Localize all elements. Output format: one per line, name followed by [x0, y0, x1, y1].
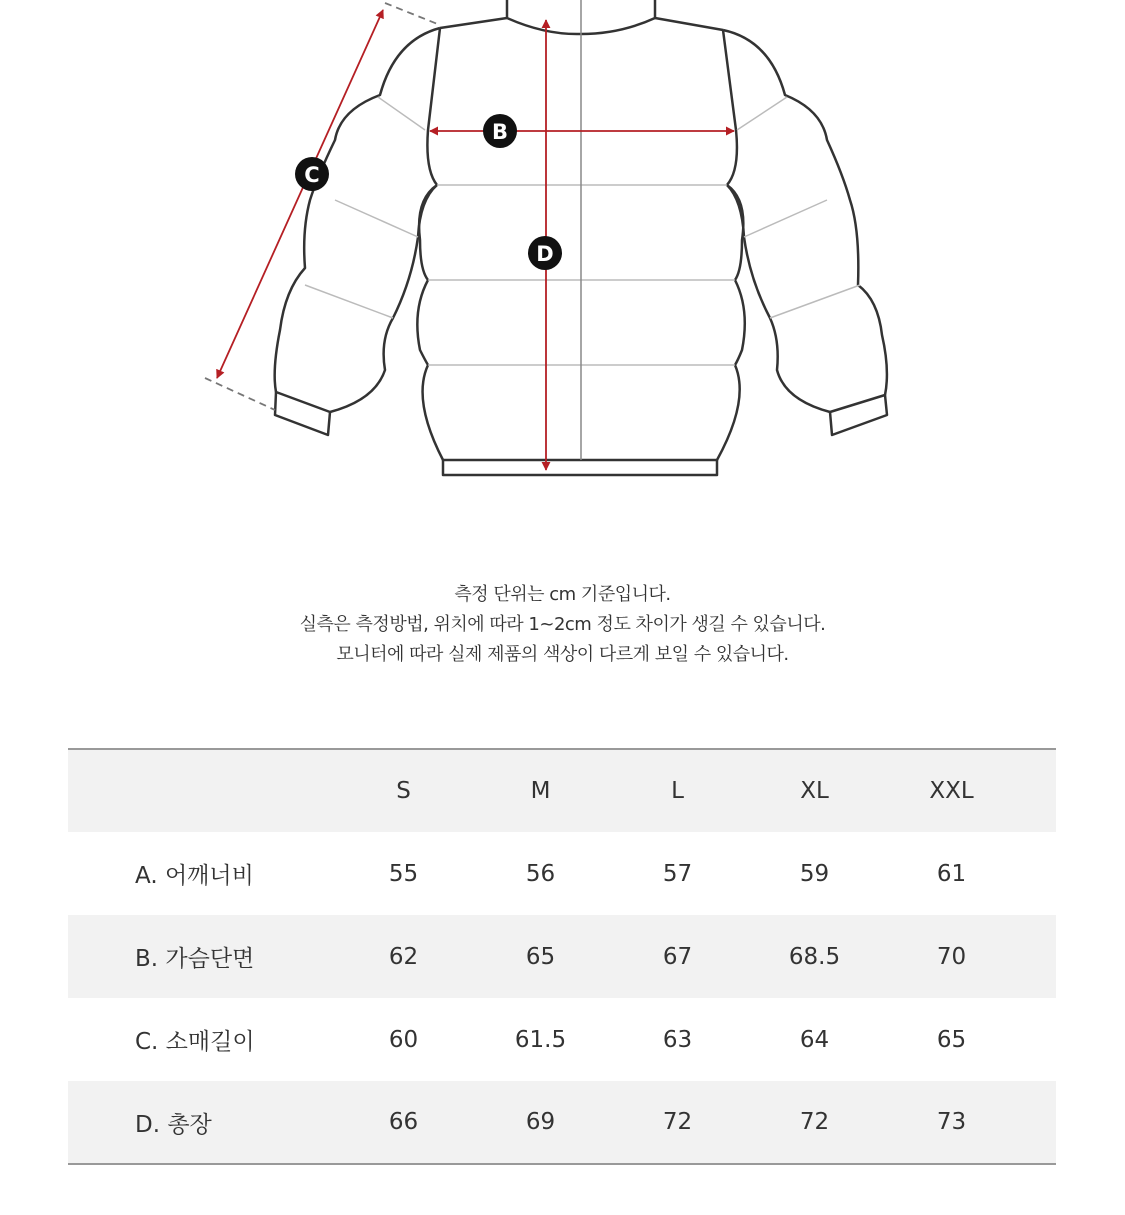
- cell: 63: [662, 1026, 693, 1053]
- note-line: 모니터에 따라 실제 제품의 색상이 다르게 보일 수 있습니다.: [336, 644, 789, 665]
- header-cell: [68, 749, 335, 832]
- row-label: A. 어깨너비: [135, 863, 254, 889]
- note-line: 실측은 측정방법, 위치에 따라 1~2cm 정도 차이가 생길 수 있습니다.: [299, 614, 826, 635]
- cell: 57: [662, 860, 693, 887]
- arrow-c-sleeve-length: [217, 10, 383, 378]
- table-header-row: [68, 749, 1056, 832]
- table-row: [68, 998, 1056, 1081]
- cell: 65: [525, 943, 556, 970]
- header-cell: XL: [800, 778, 829, 804]
- cell: 72: [799, 1109, 830, 1135]
- size-table: [68, 748, 1056, 1165]
- cell: 56: [525, 860, 556, 887]
- cell: 55: [388, 860, 419, 887]
- cell: 64: [799, 1026, 830, 1053]
- cell: 60: [388, 1026, 419, 1053]
- header-cell: S: [396, 778, 411, 804]
- row-label: B. 가슴단면: [135, 946, 255, 972]
- cell: 66: [388, 1109, 419, 1135]
- measurement-guides: [205, 3, 734, 470]
- header-cell: M: [530, 778, 551, 804]
- cell: 65: [936, 1026, 967, 1053]
- cell: 68.5: [788, 943, 841, 970]
- header-cell: L: [671, 778, 684, 804]
- jacket-measurement-diagram: [0, 0, 1125, 500]
- cell: 67: [662, 943, 693, 970]
- marker-c: [295, 157, 329, 191]
- cell: 61: [936, 860, 967, 887]
- table-row: [68, 915, 1056, 998]
- note-line: 측정 단위는 cm 기준입니다.: [454, 584, 671, 605]
- cell: 70: [936, 943, 967, 970]
- row-label: D. 총장: [135, 1111, 212, 1138]
- table-row: [68, 1081, 1056, 1164]
- marker-b: [483, 114, 517, 148]
- measurement-notes: [0, 580, 1125, 670]
- header-cell: XXL: [929, 778, 974, 804]
- marker-c-label: C: [304, 163, 320, 187]
- cell: 61.5: [514, 1026, 567, 1053]
- table-row: [68, 832, 1056, 915]
- row-label: C. 소매길이: [135, 1029, 255, 1055]
- cell: 72: [662, 1109, 693, 1135]
- jacket-seams: [305, 0, 860, 460]
- cell: 69: [525, 1109, 556, 1135]
- cell: 62: [388, 943, 419, 970]
- cell: 59: [799, 860, 830, 887]
- marker-d: [528, 236, 562, 270]
- cell: 73: [936, 1109, 967, 1135]
- marker-b-label: B: [491, 120, 509, 144]
- marker-d-label: D: [536, 242, 554, 266]
